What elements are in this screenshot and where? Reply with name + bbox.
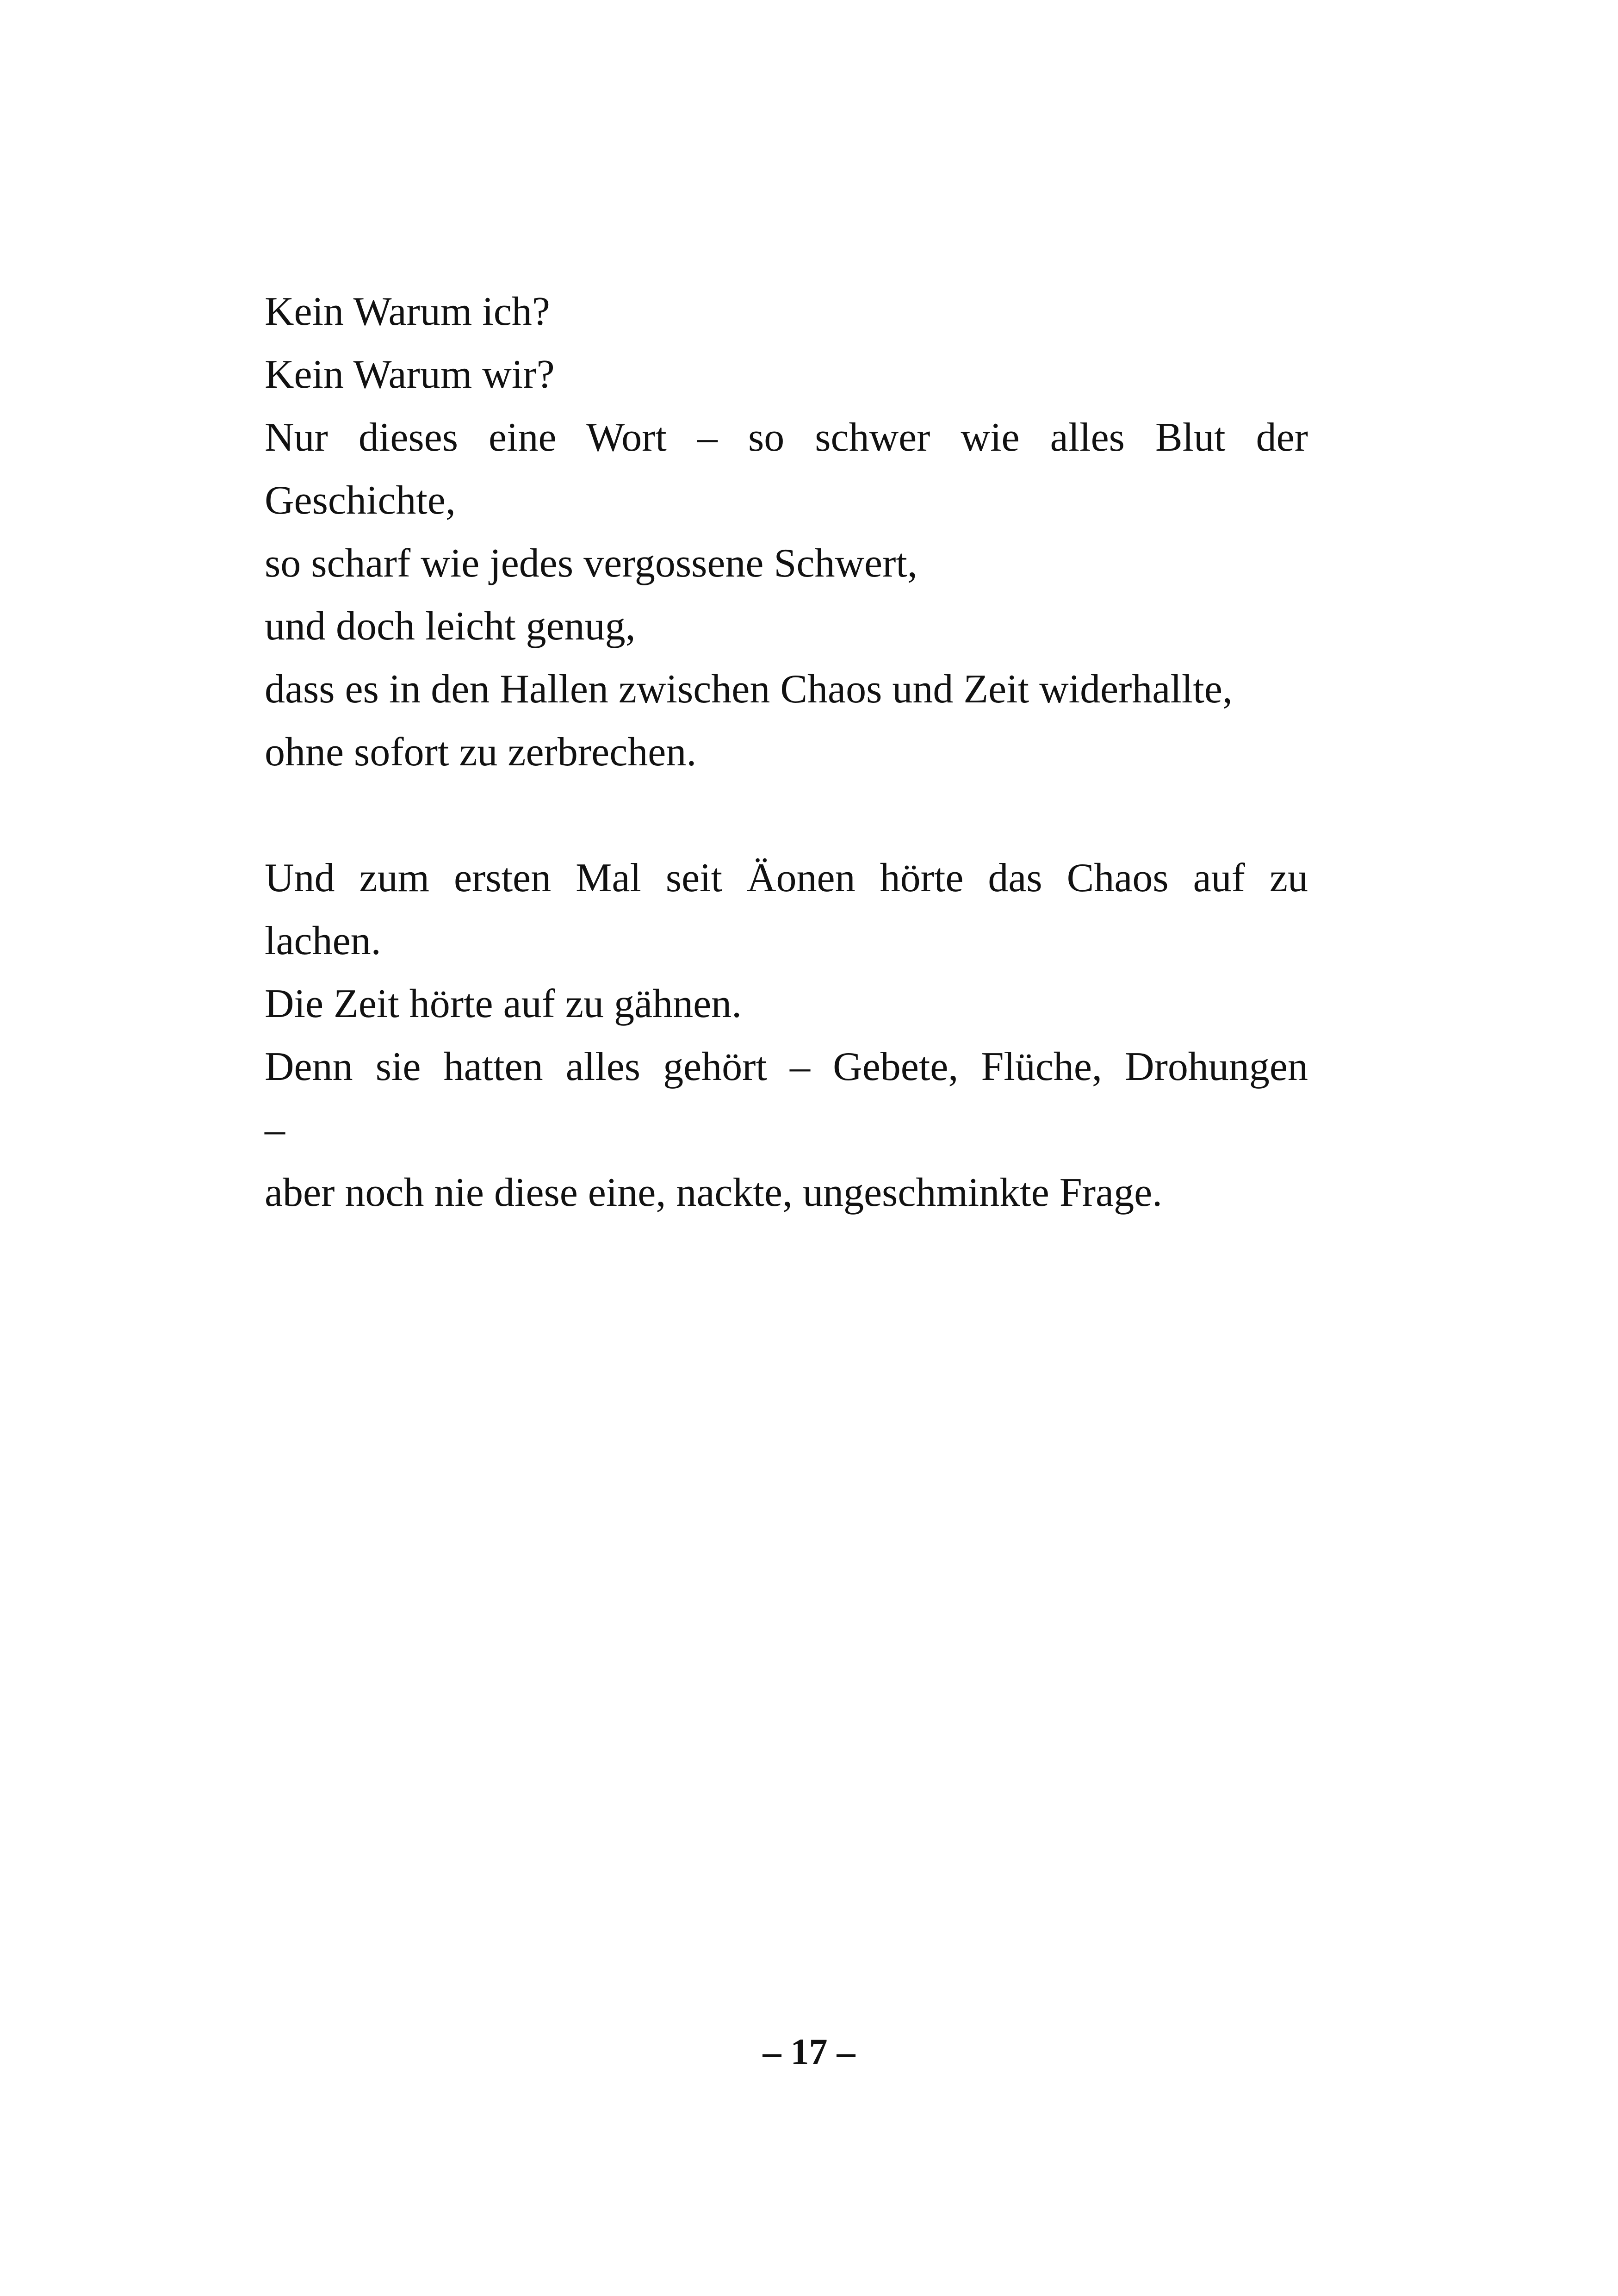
text-line: so scharf wie jedes vergossene Schwert, [265,541,917,586]
text-line: aber noch nie diese eine, nackte, ungeschminkte Frage. [265,1170,1163,1215]
text-line: – [265,1107,285,1152]
text-line: Die Zeit hörte auf zu gähnen. [265,981,742,1026]
body-text [265,280,1308,1224]
text-line: Geschichte, [265,478,456,523]
stanza-1 [265,280,1308,784]
text-line: dass es in den Hallen zwischen Chaos und Zeit widerhallte, [265,667,1233,712]
text-line: Und zum ersten Mal seit Äonen hörte das Chaos auf zu [265,856,1308,900]
stanza-spacer [265,784,1308,847]
stanza-2 [265,847,1308,1224]
text-line: Nur dieses eine Wort – so schwer wie alles Blut der [265,415,1308,460]
text-line: Kein Warum wir? [265,352,555,397]
text-line: Kein Warum ich? [265,289,550,334]
text-line: Denn sie hatten alles gehört – Gebete, Flüche, Drohungen [265,1044,1308,1089]
text-line: ohne sofort zu zerbrechen. [265,730,697,775]
page-number: – 17 – [763,2032,855,2073]
text-line: lachen. [265,918,381,963]
text-line: und doch leicht genug, [265,604,636,649]
